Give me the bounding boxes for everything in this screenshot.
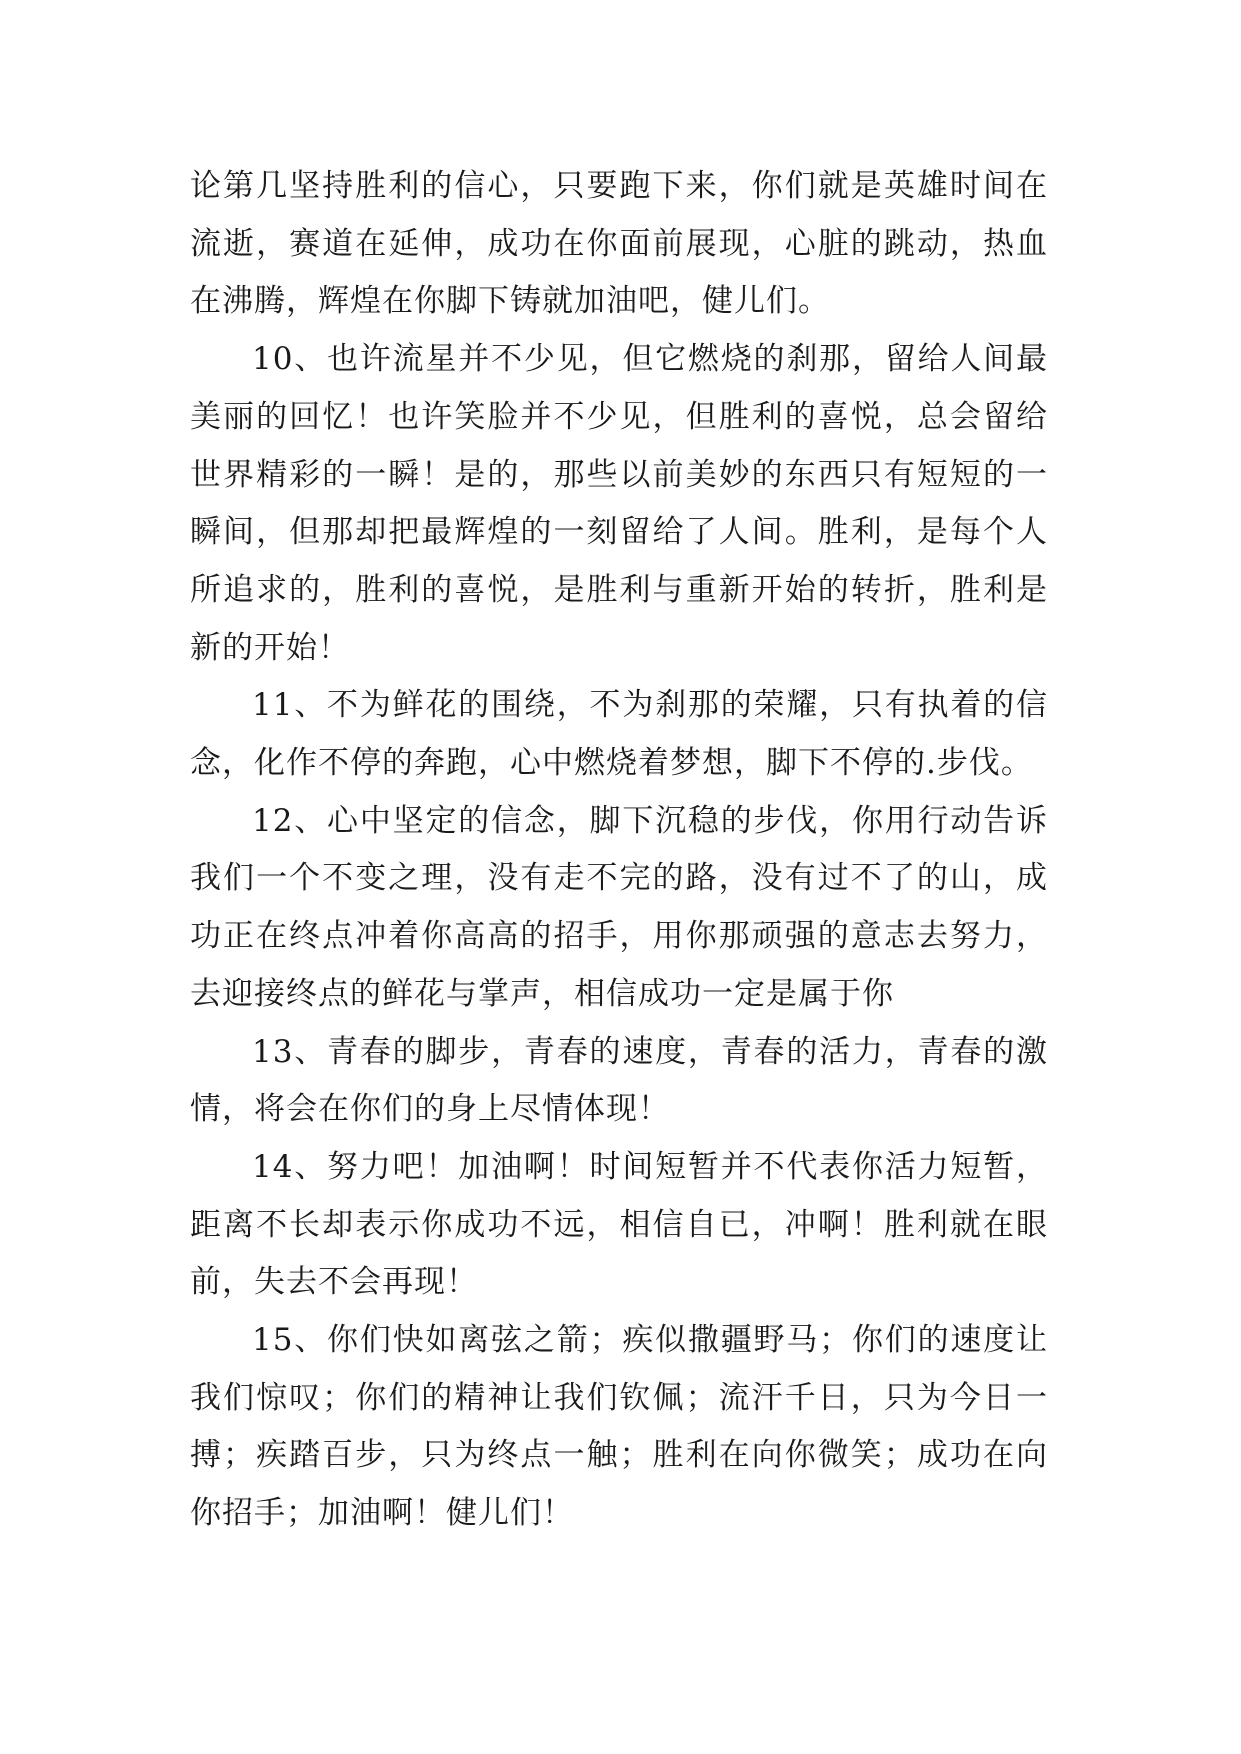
document-body [190, 158, 1048, 1543]
paragraph-continued: 论第几坚持胜利的信心，只要跑下来，你们就是英雄时间在流逝，赛道在延伸，成功在你面前展现，心脏的跳动，热血在沸腾，辉煌在你脚下铸就加油吧，健儿们。 [190, 168, 1048, 320]
paragraph-10: 10、也许流星并不少见，但它燃烧的刹那，留给人间最美丽的回忆！也许笑脸并不少见，但胜利的喜悦，总会留给世界精彩的一瞬！是的，那些以前美妙的东西只有短短的一瞬间，但那却把最辉煌的一刻留给了人间。胜利，是每个人所追求的，胜利的喜悦，是胜利与重新开始的转折，胜利是新的开始！ [190, 341, 1048, 666]
paragraph-13: 13、青春的脚步，青春的速度，青春的活力，青春的激情，将会在你们的身上尽情体现！ [190, 1033, 1048, 1128]
paragraph-12: 12、心中坚定的信念，脚下沉稳的步伐，你用行动告诉我们一个不变之理，没有走不完的路，没有过不了的山，成功正在终点冲着你高高的招手，用你那顽强的意志去努力，去迎接终点的鲜花与掌声，相信成功一定是属于你 [190, 802, 1048, 1012]
paragraph-14: 14、努力吧！加油啊！时间短暂并不代表你活力短暂，距离不长却表示你成功不远，相信自已，冲啊！胜利就在眼前，失去不会再现！ [190, 1148, 1048, 1301]
paragraph-11: 11、不为鲜花的围绕，不为刹那的荣耀，只有执着的信念，化作不停的奔跑，心中燃烧着梦想，脚下不停的.步伐。 [190, 687, 1048, 782]
paragraph-15: 15、你们快如离弦之箭；疾似撒疆野马；你们的速度让我们惊叹；你们的精神让我们钦佩；流汗千日，只为今日一搏；疾踏百步，只为终点一触；胜利在向你微笑；成功在向你招手；加油啊！健儿们！ [190, 1322, 1048, 1532]
